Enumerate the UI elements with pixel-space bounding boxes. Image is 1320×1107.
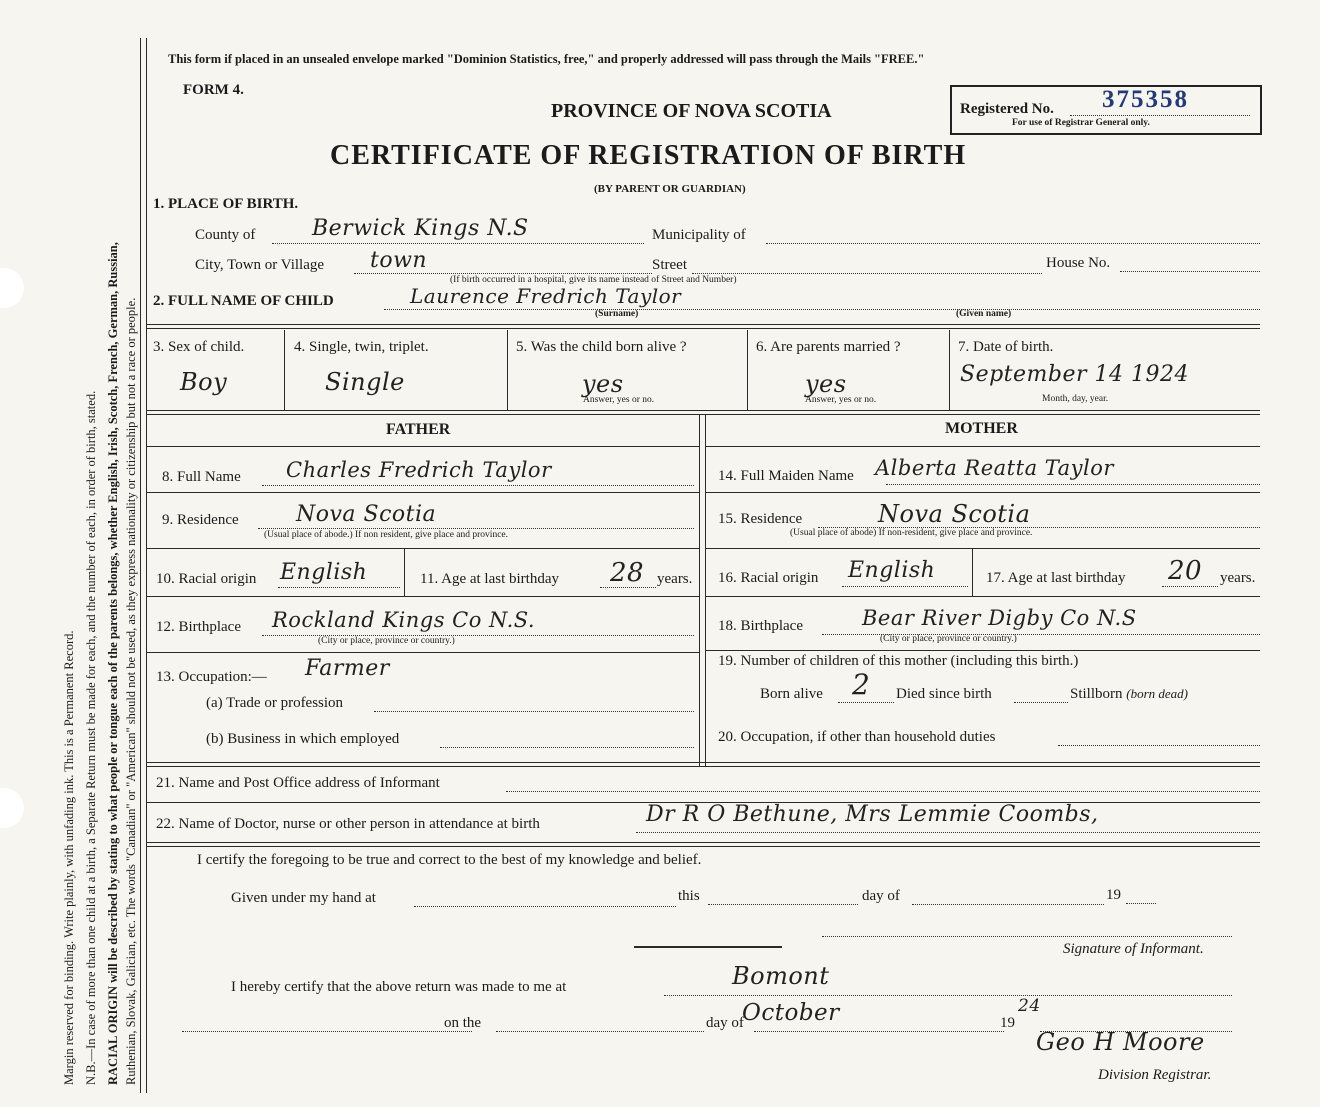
year-prefix: 19 (1106, 887, 1121, 903)
born-alive-count-value: 2 (852, 668, 871, 701)
day-of-label: day of (862, 888, 900, 904)
date-of-birth-note: Month, day, year. (1042, 394, 1109, 404)
child-name-value: Laurence Fredrich Taylor (410, 284, 682, 308)
form-number: FORM 4. (183, 82, 244, 98)
mother-birthplace-value: Bear River Digby Co N.S (862, 606, 1137, 630)
father-name-value: Charles Fredrich Taylor (286, 458, 552, 482)
surname-note: (Surname) (595, 309, 639, 319)
informant-signature-line (822, 936, 1232, 937)
rule-parents-top-b (146, 414, 1260, 415)
died-since-birth-label: Died since birth (896, 686, 992, 702)
house-line (1120, 271, 1260, 272)
house-label: House No. (1046, 255, 1111, 271)
attendant-label: 22. Name of Doctor, nurse or other person in attendance at birth (156, 816, 540, 832)
mother-heading: MOTHER (945, 420, 1018, 437)
city-value: town (370, 248, 428, 273)
parents-divider-a (699, 414, 700, 766)
informant-line (506, 791, 1260, 792)
mother-residence-label: 15. Residence (718, 511, 803, 527)
mother-age-value: 20 (1168, 556, 1203, 586)
rule-father-10 (146, 596, 699, 597)
rule-col-4 (284, 330, 285, 410)
rule-father-10-col (404, 548, 405, 596)
rule-mother-heading (705, 446, 1260, 447)
mother-age-line (1162, 586, 1218, 587)
mother-racial-label: 16. Racial origin (718, 570, 819, 586)
father-heading: FATHER (386, 421, 451, 438)
mother-age-label: 17. Age at last birthday (986, 570, 1126, 586)
multiplicity-value: Single (325, 368, 405, 396)
month-line (754, 1031, 1004, 1032)
given-under-label: Given under my hand at (231, 890, 376, 906)
born-alive-value: yes (582, 370, 624, 398)
province-heading: PROVINCE OF NOVA SCOTIA (551, 100, 832, 122)
father-birthplace-value: Rockland Kings Co N.S. (272, 608, 536, 632)
father-name-line (262, 485, 694, 486)
mother-name-line (886, 484, 1260, 485)
registrar-note: For use of Registrar General only. (1012, 118, 1150, 128)
father-occupation-label: 13. Occupation:— (156, 669, 267, 685)
certificate-title: CERTIFICATE OF REGISTRATION OF BIRTH (330, 140, 967, 171)
died-since-birth-line (1014, 702, 1068, 703)
child-name-line (384, 309, 1260, 310)
father-age-label: 11. Age at last birthday (420, 571, 559, 587)
rule-mother-18 (705, 650, 1260, 651)
father-residence-value: Nova Scotia (296, 502, 437, 527)
parents-married-value: yes (805, 370, 847, 398)
mother-residence-note: (Usual place of abode) If non-resident, give place and province. (790, 528, 1033, 538)
year-prefix-2: 19 (1000, 1015, 1015, 1031)
father-birthplace-note: (City or place, province or country.) (318, 636, 455, 646)
mother-residence-value: Nova Scotia (878, 500, 1031, 528)
mother-birthplace-note: (City or place, province or country.) (880, 634, 1017, 644)
county-label: County of (195, 227, 256, 243)
street-line (692, 273, 1042, 274)
father-business-line (440, 747, 694, 748)
left-border-outer (140, 38, 141, 1093)
year-line (1126, 903, 1156, 904)
street-label: Street (652, 257, 687, 273)
hospital-note: (If birth occurred in a hospital, give its name instead of Street and Number) (450, 275, 737, 285)
day-of-label-2: day of (706, 1015, 744, 1031)
father-racial-label: 10. Racial origin (156, 571, 257, 587)
multiplicity-label: 4. Single, twin, triplet. (294, 339, 429, 355)
on-the-line (496, 1031, 704, 1032)
registered-number: 375358 (1102, 86, 1189, 113)
child-name-label: 2. FULL NAME OF CHILD (153, 293, 334, 309)
mother-occupation-label: 20. Occupation, if other than household duties (718, 729, 996, 745)
municipality-line (766, 243, 1260, 244)
registered-number-line (1070, 115, 1250, 116)
certificate-subtitle: (BY PARENT OR GUARDIAN) (594, 183, 746, 195)
mother-name-label: 14. Full Maiden Name (718, 468, 854, 484)
this-day-line (708, 904, 858, 905)
rule-father-8 (146, 492, 699, 493)
rule-cert-top-b (146, 846, 1260, 847)
father-racial-value: English (280, 560, 368, 585)
margin-note-binding: Margin reserved for binding. Write plainly, with unfading ink. This is a Permanent Record. (62, 630, 76, 1085)
father-trade-line (374, 711, 694, 712)
registered-number-box (950, 85, 1262, 135)
father-trade-label: (a) Trade or profession (206, 695, 344, 711)
date-of-birth-value: September 14 1924 (960, 362, 1189, 387)
rule-col-7 (949, 330, 950, 410)
registrar-place-line (664, 995, 1232, 996)
stillborn-label-text: Stillborn (1070, 686, 1123, 702)
rule-21-top-a (146, 762, 1260, 763)
attendant-value: Dr R O Bethune, Mrs Lemmie Coombs, (646, 802, 1099, 827)
mother-birthplace-label: 18. Birthplace (718, 618, 803, 634)
county-line (272, 243, 644, 244)
margin-note-nationality: Ruthenian, Slovak, Galician, etc. The words "Canadian" or "American" should not be used, as they express nationality or citizenship but not a race or people. (124, 297, 138, 1085)
born-alive-label: 5. Was the child born alive ? (516, 339, 687, 355)
this-label: this (678, 888, 700, 904)
rule-father-9 (146, 548, 699, 549)
rule-col-6 (747, 330, 748, 410)
punch-hole-top (0, 268, 24, 308)
registrar-signature: Geo H Moore (1036, 1028, 1205, 1056)
left-border-inner (146, 38, 147, 1093)
father-residence-label: 9. Residence (162, 512, 239, 528)
father-age-value: 28 (610, 558, 645, 588)
registrar-place-value: Bomont (732, 962, 830, 990)
registered-label: Registered No. (960, 101, 1054, 117)
mother-racial-line (842, 586, 968, 587)
rule-row3-top-b (146, 328, 1260, 329)
registration-year-value: 24 (1018, 996, 1041, 1016)
rule-mother-14 (705, 492, 1260, 493)
stillborn-label (1070, 686, 1188, 703)
sex-value: Boy (180, 368, 228, 396)
on-the-label: on the (444, 1015, 482, 1031)
given-under-line (414, 906, 676, 907)
mother-years-label: years. (1220, 570, 1256, 586)
parents-divider-b (705, 414, 706, 766)
father-name-label: 8. Full Name (162, 469, 241, 485)
city-line (354, 273, 652, 274)
mother-children-label: 19. Number of children of this mother (including this birth.) (718, 653, 1079, 669)
father-residence-note: (Usual place of abode.) If non resident, give place and province. (264, 530, 508, 540)
on-the-pre-line (182, 1031, 472, 1032)
born-alive-count-label: Born alive (760, 686, 823, 702)
registration-month-value: October (742, 1000, 840, 1026)
punch-hole-bottom (0, 788, 24, 828)
rule-father-heading (146, 446, 699, 447)
certify-separator (634, 946, 782, 948)
certify-statement: I certify the foregoing to be true and correct to the best of my knowledge and belief. (197, 852, 702, 868)
place-of-birth-heading: 1. PLACE OF BIRTH. (153, 196, 299, 212)
day-of-line (912, 904, 1104, 905)
rule-cert-top-a (146, 842, 1260, 843)
father-birthplace-label: 12. Birthplace (156, 619, 241, 635)
informant-label: 21. Name and Post Office address of Informant (156, 775, 440, 791)
date-of-birth-label: 7. Date of birth. (958, 339, 1054, 355)
given-name-note: (Given name) (956, 309, 1012, 319)
signature-informant-label: Signature of Informant. (1063, 941, 1204, 957)
mother-racial-value: English (848, 558, 936, 583)
parents-married-label: 6. Are parents married ? (756, 339, 901, 355)
rule-mother-16-col (972, 548, 973, 596)
attendant-line (636, 832, 1260, 833)
county-value: Berwick Kings N.S (312, 216, 529, 241)
registrar-statement: I hereby certify that the above return was made to me at (231, 979, 567, 995)
rule-row3-top-a (146, 324, 1260, 325)
division-registrar-label: Division Registrar. (1098, 1067, 1212, 1083)
rule-parents-top-a (146, 410, 1260, 411)
rule-father-12 (146, 652, 699, 653)
city-label: City, Town or Village (195, 257, 325, 273)
born-alive-count-line (838, 702, 894, 703)
mother-occupation-line (1058, 745, 1260, 746)
mail-notice: This form if placed in an unsealed envelope marked "Dominion Statistics, free," and properly addressed will pass through the Mails "FREE." (168, 52, 925, 66)
stillborn-note: (born dead) (1126, 686, 1189, 701)
answer-note-5: Answer, yes or no. (583, 395, 655, 405)
father-occupation-value: Farmer (305, 656, 390, 681)
sex-label: 3. Sex of child. (153, 339, 245, 355)
rule-mother-16 (705, 596, 1260, 597)
father-residence-line (258, 528, 694, 529)
margin-note-racial-origin: RACIAL ORIGIN will be described by stating to what people or tongue each of the parents belongs, whether English, Irish, Scotch, French, German, Russian, (106, 242, 120, 1085)
father-years-label: years. (657, 571, 693, 587)
father-business-label: (b) Business in which employed (206, 731, 400, 747)
mother-name-value: Alberta Reatta Taylor (875, 456, 1114, 480)
municipality-label: Municipality of (652, 227, 746, 243)
rule-col-5 (507, 330, 508, 410)
answer-note-6: Answer, yes or no. (805, 395, 877, 405)
rule-21-top-b (146, 766, 1260, 767)
margin-note-multiple-births: N.B.—In case of more than one child at a birth, a Separate Return must be made for each, and the number of each, in order of birth, stated. (84, 390, 98, 1085)
father-racial-line (278, 587, 400, 588)
rule-mother-15 (705, 548, 1260, 549)
